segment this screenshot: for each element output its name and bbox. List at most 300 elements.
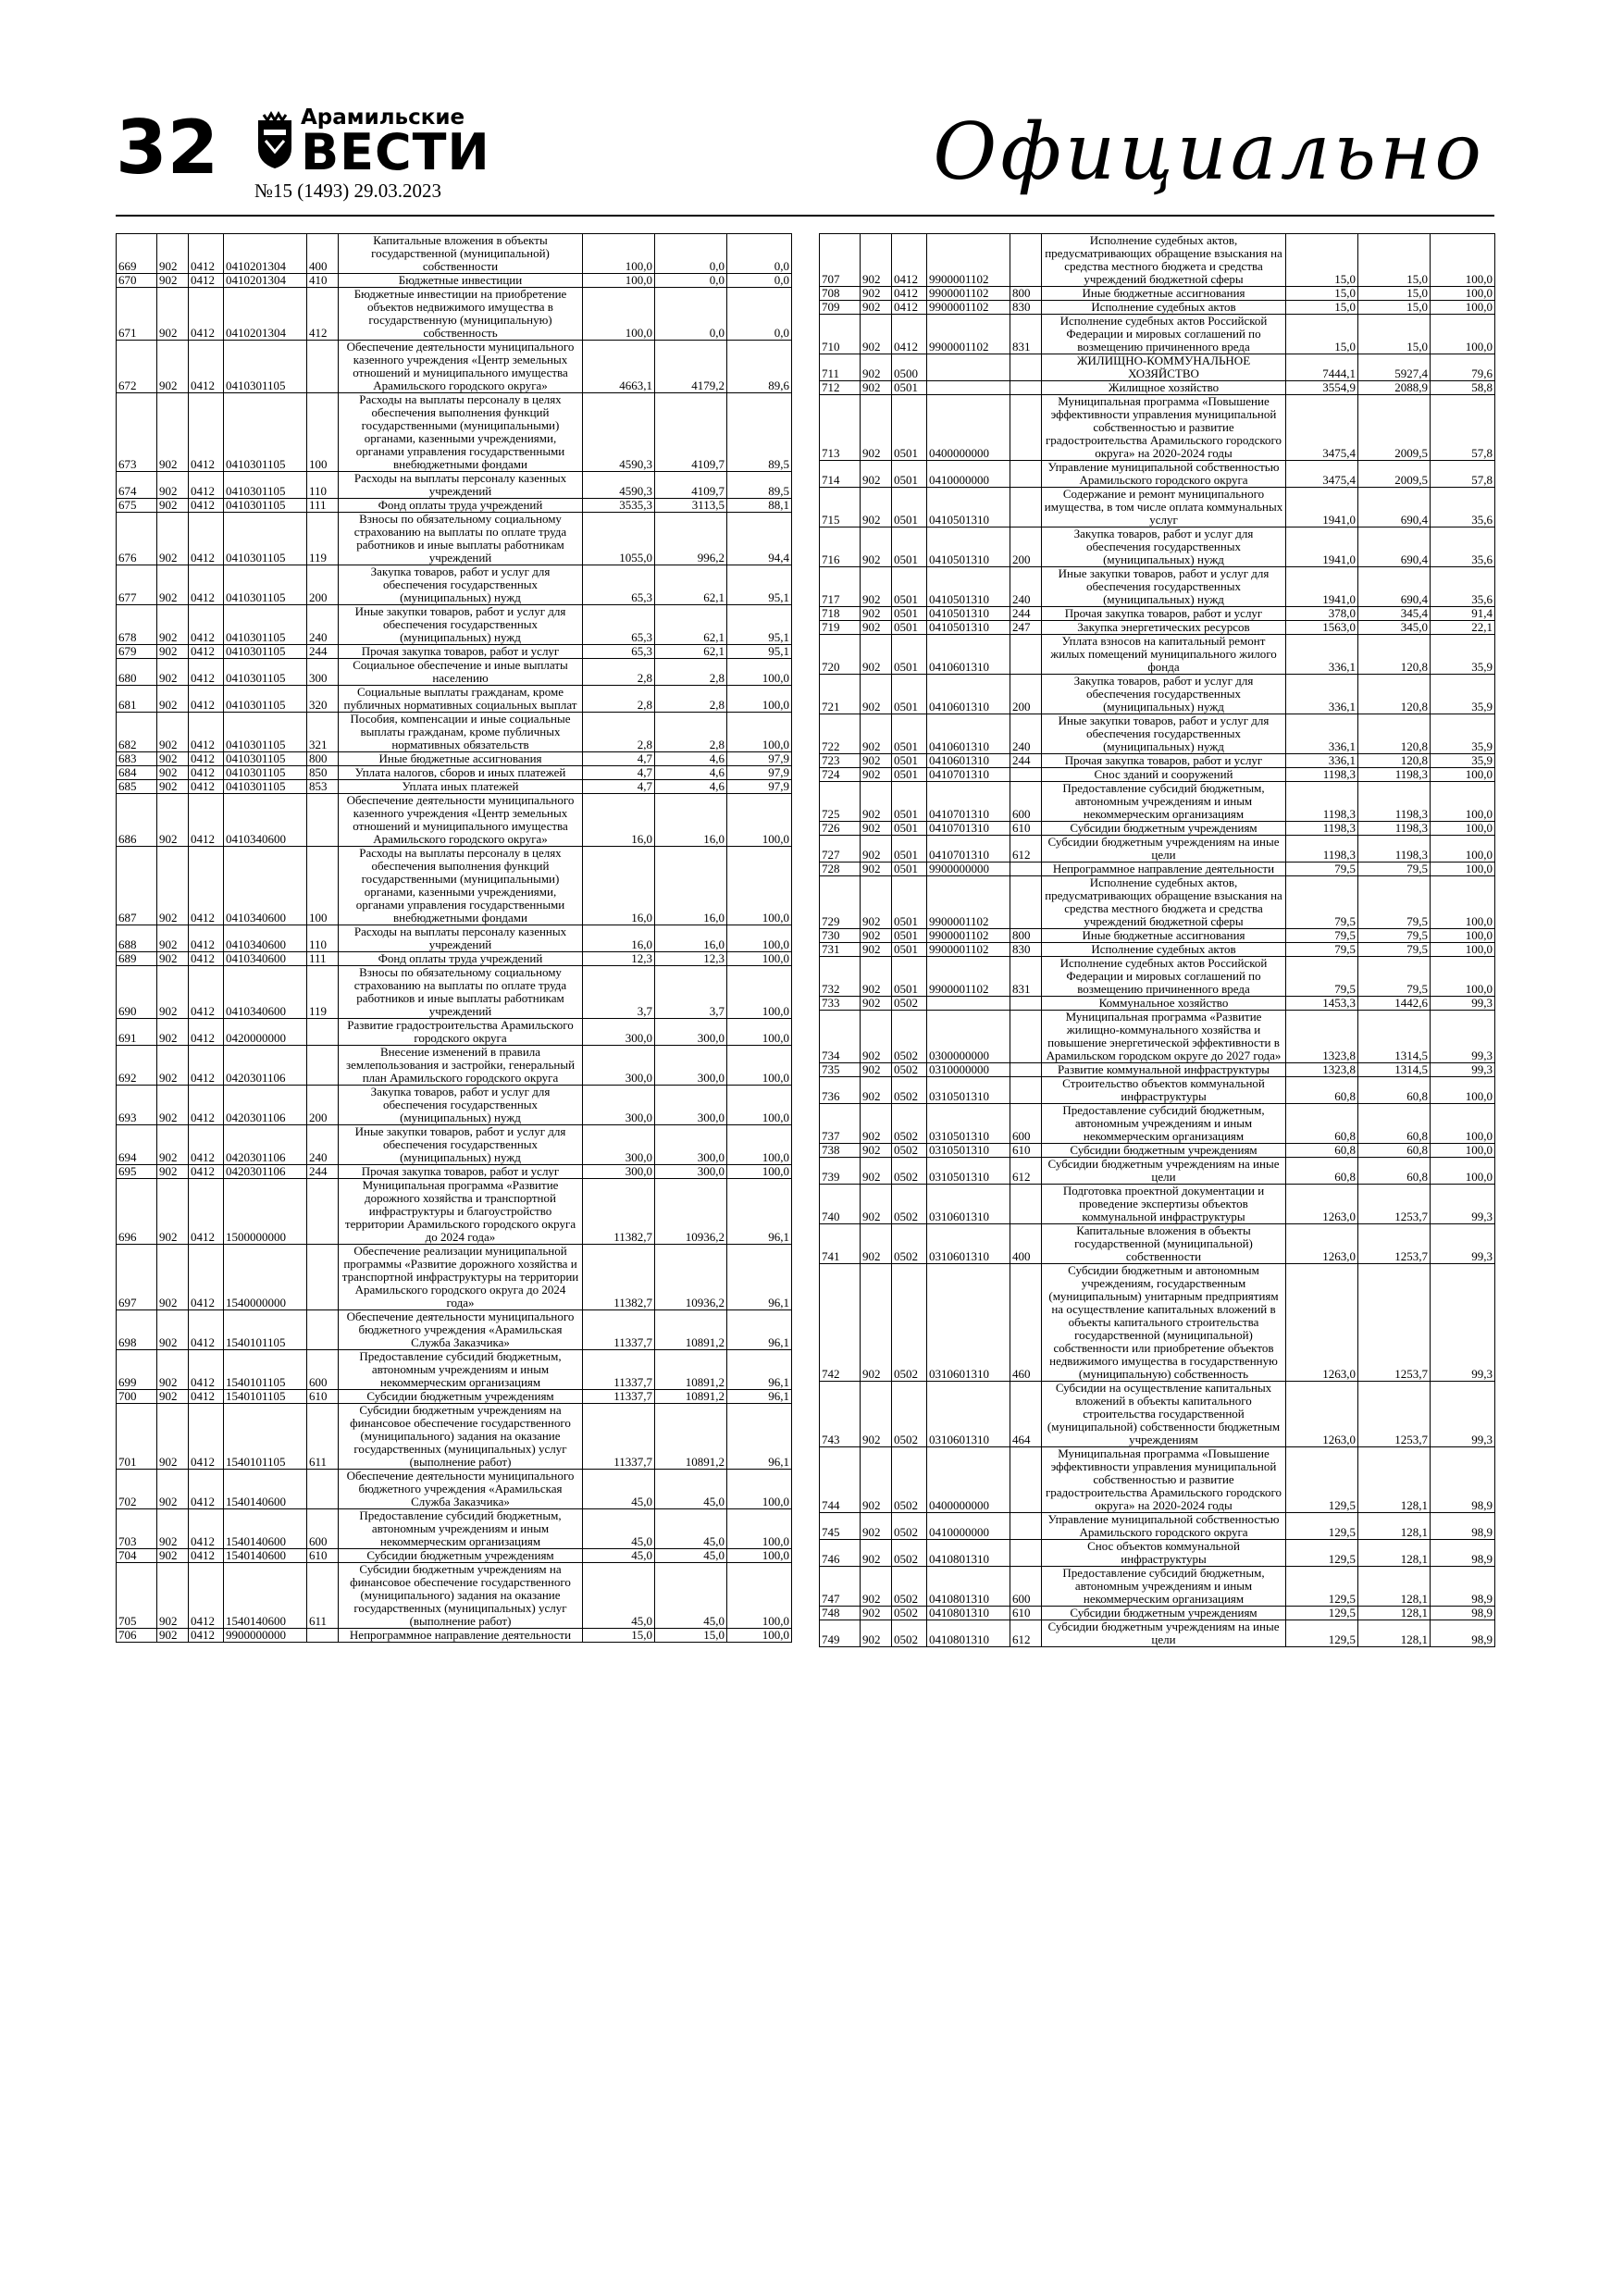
- execution-percent: 100,0: [1431, 1144, 1495, 1158]
- grbs-code: 902: [157, 686, 189, 713]
- executed-amount: 60,8: [1358, 1144, 1431, 1158]
- section-code: 0502: [892, 1077, 927, 1104]
- grbs-code: 902: [861, 675, 892, 714]
- execution-percent: 0,0: [727, 288, 792, 341]
- table-row: [117, 925, 792, 952]
- execution-percent: 79,6: [1431, 354, 1495, 381]
- target-code: 9900000000: [224, 1629, 307, 1643]
- expense-type-code: [1010, 354, 1042, 381]
- planned-amount: 11337,7: [583, 1310, 655, 1350]
- planned-amount: 4590,3: [583, 393, 655, 472]
- row-number: 713: [820, 395, 861, 461]
- section-code: 0502: [892, 1567, 927, 1607]
- item-name: Развитие коммунальной инфраструктуры: [1042, 1063, 1286, 1077]
- execution-percent: 95,1: [727, 565, 792, 605]
- executed-amount: 15,0: [1358, 301, 1431, 315]
- planned-amount: 45,0: [583, 1509, 655, 1549]
- item-name: Иные закупки товаров, работ и услуг для обеспечения государственных (муниципальных) нужд: [1042, 714, 1286, 754]
- item-name: Взносы по обязательному социальному страхованию на выплаты по оплате труда работников и иные выплаты работникам учреждений: [339, 966, 583, 1019]
- section-code: 0412: [189, 847, 224, 925]
- planned-amount: 100,0: [583, 234, 655, 274]
- planned-amount: 129,5: [1286, 1620, 1358, 1647]
- executed-amount: 128,1: [1358, 1567, 1431, 1607]
- execution-percent: 100,0: [727, 952, 792, 966]
- execution-percent: 99,3: [1431, 1264, 1495, 1382]
- logo-title: ВЕСТИ: [301, 123, 490, 181]
- item-name: Расходы на выплаты персоналу в целях обеспечения выполнения функций государственными (муниципальными) органами, казенными учреждениями, органами управления государственными внебюджетными фондами: [339, 393, 583, 472]
- planned-amount: 1055,0: [583, 513, 655, 565]
- grbs-code: 902: [861, 1447, 892, 1513]
- table-row: [117, 847, 792, 925]
- table-row: [117, 645, 792, 659]
- execution-percent: 58,8: [1431, 381, 1495, 395]
- execution-percent: 100,0: [727, 847, 792, 925]
- expense-type-code: 600: [307, 1509, 339, 1549]
- planned-amount: 4,7: [583, 766, 655, 780]
- target-code: 0410801310: [927, 1620, 1010, 1647]
- planned-amount: 11337,7: [583, 1404, 655, 1470]
- executed-amount: 62,1: [655, 565, 727, 605]
- target-code: 0310601310: [927, 1185, 1010, 1224]
- item-name: Субсидии бюджетным учреждениям: [339, 1549, 583, 1563]
- expense-type-code: 200: [1010, 675, 1042, 714]
- execution-percent: 99,3: [1431, 1063, 1495, 1077]
- section-code: 0500: [892, 354, 927, 381]
- expense-type-code: [307, 341, 339, 393]
- planned-amount: 300,0: [583, 1125, 655, 1165]
- execution-percent: 96,1: [727, 1310, 792, 1350]
- table-row: [117, 1310, 792, 1350]
- planned-amount: 4,7: [583, 752, 655, 766]
- row-number: 689: [117, 952, 157, 966]
- target-code: 0410201304: [224, 288, 307, 341]
- executed-amount: 2009,5: [1358, 395, 1431, 461]
- execution-percent: 91,4: [1431, 607, 1495, 621]
- planned-amount: 60,8: [1286, 1104, 1358, 1144]
- target-code: 0420301106: [224, 1125, 307, 1165]
- grbs-code: 902: [861, 943, 892, 957]
- expense-type-code: 610: [1010, 1144, 1042, 1158]
- executed-amount: 16,0: [655, 925, 727, 952]
- table-row: [117, 1245, 792, 1310]
- table-row: [820, 754, 1495, 768]
- expense-type-code: [307, 1310, 339, 1350]
- section-code: 0501: [892, 876, 927, 929]
- grbs-code: 902: [157, 1629, 189, 1643]
- coat-of-arms-icon: [254, 111, 295, 170]
- grbs-code: 902: [861, 461, 892, 488]
- executed-amount: 2,8: [655, 713, 727, 752]
- row-number: 698: [117, 1310, 157, 1350]
- logo-subtitle: Арамильские: [301, 105, 465, 130]
- planned-amount: 79,5: [1286, 943, 1358, 957]
- execution-percent: 100,0: [1431, 822, 1495, 836]
- planned-amount: 3475,4: [1286, 461, 1358, 488]
- row-number: 726: [820, 822, 861, 836]
- section-code: 0412: [189, 499, 224, 513]
- row-number: 682: [117, 713, 157, 752]
- execution-percent: 99,3: [1431, 997, 1495, 1011]
- item-name: Подготовка проектной документации и проведение экспертизы объектов коммунальной инфраструктуры: [1042, 1185, 1286, 1224]
- executed-amount: 60,8: [1358, 1077, 1431, 1104]
- table-row: [117, 288, 792, 341]
- executed-amount: 4179,2: [655, 341, 727, 393]
- row-number: 719: [820, 621, 861, 635]
- row-number: 716: [820, 527, 861, 567]
- row-number: 693: [117, 1086, 157, 1125]
- row-number: 692: [117, 1046, 157, 1086]
- section-code: 0412: [189, 966, 224, 1019]
- table-row: [820, 876, 1495, 929]
- row-number: 674: [117, 472, 157, 499]
- table-row: [820, 1104, 1495, 1144]
- item-name: Субсидии бюджетным учреждениям на финансовое обеспечение государственного (муниципального) задания на оказание государственных (муниципальных) услуг (выполнение работ): [339, 1563, 583, 1629]
- expense-type-code: 612: [1010, 836, 1042, 863]
- grbs-code: 902: [157, 341, 189, 393]
- table-row: [820, 488, 1495, 527]
- table-row: [820, 381, 1495, 395]
- row-number: 746: [820, 1540, 861, 1567]
- row-number: 715: [820, 488, 861, 527]
- section-code: 0501: [892, 488, 927, 527]
- target-code: 0420301106: [224, 1165, 307, 1179]
- expense-type-code: 412: [307, 288, 339, 341]
- grbs-code: 902: [861, 234, 892, 287]
- target-code: 0410301105: [224, 472, 307, 499]
- target-code: 0410340600: [224, 847, 307, 925]
- section-code: 0412: [892, 315, 927, 354]
- item-name: Предоставление субсидий бюджетным, автономным учреждениям и иным некоммерческим организациям: [339, 1509, 583, 1549]
- grbs-code: 902: [157, 1179, 189, 1245]
- executed-amount: 120,8: [1358, 714, 1431, 754]
- target-code: 1540101105: [224, 1350, 307, 1390]
- planned-amount: 16,0: [583, 794, 655, 847]
- execution-percent: 100,0: [1431, 301, 1495, 315]
- section-code: 0412: [189, 1019, 224, 1046]
- planned-amount: 79,5: [1286, 929, 1358, 943]
- execution-percent: 57,8: [1431, 461, 1495, 488]
- row-number: 729: [820, 876, 861, 929]
- section-code: 0501: [892, 527, 927, 567]
- executed-amount: 16,0: [655, 794, 727, 847]
- target-code: 0410501310: [927, 607, 1010, 621]
- item-name: Пособия, компенсации и иные социальные выплаты гражданам, кроме публичных нормативных обязательств: [339, 713, 583, 752]
- planned-amount: 100,0: [583, 274, 655, 288]
- section-code: 0412: [189, 1350, 224, 1390]
- item-name: Прочая закупка товаров, работ и услуг: [1042, 754, 1286, 768]
- row-number: 676: [117, 513, 157, 565]
- execution-percent: 97,9: [727, 752, 792, 766]
- row-number: 709: [820, 301, 861, 315]
- table-row: [117, 1470, 792, 1509]
- section-code: 0412: [892, 287, 927, 301]
- item-name: Внесение изменений в правила землепользования и застройки, генеральный план Арамильского городского округа: [339, 1046, 583, 1086]
- executed-amount: 62,1: [655, 605, 727, 645]
- execution-percent: 35,9: [1431, 675, 1495, 714]
- item-name: Фонд оплаты труда учреждений: [339, 952, 583, 966]
- executed-amount: 1253,7: [1358, 1185, 1431, 1224]
- item-name: Субсидии бюджетным учреждениям на финансовое обеспечение государственного (муниципального) задания на оказание государственных (муниципальных) услуг (выполнение работ): [339, 1404, 583, 1470]
- executed-amount: 1198,3: [1358, 768, 1431, 782]
- section-code: 0412: [189, 393, 224, 472]
- item-name: Капитальные вложения в объекты государственной (муниципальной) собственности: [339, 234, 583, 274]
- grbs-code: 902: [861, 1620, 892, 1647]
- table-row: [117, 952, 792, 966]
- section-code: 0501: [892, 768, 927, 782]
- table-row: [820, 929, 1495, 943]
- section-code: 0502: [892, 1224, 927, 1264]
- planned-amount: 300,0: [583, 1046, 655, 1086]
- executed-amount: 4109,7: [655, 472, 727, 499]
- execution-percent: 100,0: [1431, 836, 1495, 863]
- target-code: 0410340600: [224, 925, 307, 952]
- item-name: Коммунальное хозяйство: [1042, 997, 1286, 1011]
- row-number: 725: [820, 782, 861, 822]
- expense-type-code: 600: [307, 1350, 339, 1390]
- planned-amount: 60,8: [1286, 1144, 1358, 1158]
- expense-type-code: 800: [1010, 929, 1042, 943]
- planned-amount: 1941,0: [1286, 527, 1358, 567]
- item-name: Исполнение судебных актов Российской Федерации и мировых соглашений по возмещению причиненного вреда: [1042, 315, 1286, 354]
- planned-amount: 1263,0: [1286, 1264, 1358, 1382]
- planned-amount: 2,8: [583, 659, 655, 686]
- item-name: Снос объектов коммунальной инфраструктуры: [1042, 1540, 1286, 1567]
- planned-amount: 11382,7: [583, 1179, 655, 1245]
- execution-percent: 96,1: [727, 1245, 792, 1310]
- item-name: Субсидии бюджетным учреждениям на иные цели: [1042, 836, 1286, 863]
- item-name: Предоставление субсидий бюджетным, автономным учреждениям и иным некоммерческим организациям: [339, 1350, 583, 1390]
- executed-amount: 120,8: [1358, 675, 1431, 714]
- execution-percent: 100,0: [727, 794, 792, 847]
- section-code: 0502: [892, 1447, 927, 1513]
- planned-amount: 129,5: [1286, 1607, 1358, 1620]
- section-code: 0501: [892, 863, 927, 876]
- item-name: Закупка товаров, работ и услуг для обеспечения государственных (муниципальных) нужд: [1042, 527, 1286, 567]
- grbs-code: 902: [157, 1019, 189, 1046]
- item-name: Непрограммное направление деятельности: [1042, 863, 1286, 876]
- grbs-code: 902: [861, 768, 892, 782]
- item-name: Иные закупки товаров, работ и услуг для обеспечения государственных (муниципальных) нужд: [339, 1125, 583, 1165]
- row-number: 686: [117, 794, 157, 847]
- planned-amount: 11337,7: [583, 1390, 655, 1404]
- target-code: 0410601310: [927, 635, 1010, 675]
- execution-percent: 89,6: [727, 341, 792, 393]
- row-number: 744: [820, 1447, 861, 1513]
- executed-amount: 300,0: [655, 1165, 727, 1179]
- row-number: 721: [820, 675, 861, 714]
- planned-amount: 15,0: [1286, 301, 1358, 315]
- item-name: Муниципальная программа «Развитие жилищно-коммунального хозяйства и повышение энергетической эффективности в Арамильском городском округе до 2027 года»: [1042, 1011, 1286, 1063]
- item-name: Расходы на выплаты персоналу в целях обеспечения выполнения функций государственными (муниципальными) органами, казенными учреждениями, органами управления государственными внебюджетными фондами: [339, 847, 583, 925]
- row-number: 696: [117, 1179, 157, 1245]
- target-code: 0410501310: [927, 567, 1010, 607]
- grbs-code: 902: [157, 1245, 189, 1310]
- item-name: Предоставление субсидий бюджетным, автономным учреждениям и иным некоммерческим организациям: [1042, 1104, 1286, 1144]
- expense-type-code: 460: [1010, 1264, 1042, 1382]
- row-number: 732: [820, 957, 861, 997]
- item-name: Фонд оплаты труда учреждений: [339, 499, 583, 513]
- grbs-code: 902: [157, 659, 189, 686]
- grbs-code: 902: [157, 472, 189, 499]
- execution-percent: 100,0: [1431, 287, 1495, 301]
- target-code: 9900001102: [927, 957, 1010, 997]
- item-name: Муниципальная программа «Повышение эффективности управления муниципальной собственностью и развитие градостроительства Арамильского городского округа» на 2020-2024 годы: [1042, 1447, 1286, 1513]
- item-name: Управление муниципальной собственностью Арамильского городского округа: [1042, 461, 1286, 488]
- target-code: 0300000000: [927, 1011, 1010, 1063]
- target-code: 0310601310: [927, 1264, 1010, 1382]
- target-code: [927, 997, 1010, 1011]
- expense-type-code: 610: [1010, 822, 1042, 836]
- row-number: 739: [820, 1158, 861, 1185]
- section-code: 0412: [189, 794, 224, 847]
- table-row: [117, 1629, 792, 1643]
- item-name: Развитие градостроительства Арамильского городского округа: [339, 1019, 583, 1046]
- execution-percent: 89,5: [727, 393, 792, 472]
- expense-type-code: 111: [307, 952, 339, 966]
- grbs-code: 902: [157, 1470, 189, 1509]
- planned-amount: 129,5: [1286, 1540, 1358, 1567]
- executed-amount: 79,5: [1358, 863, 1431, 876]
- item-name: Исполнение судебных актов, предусматривающих обращение взыскания на средства местного бюджета и средства учреждений бюджетной сферы: [1042, 234, 1286, 287]
- grbs-code: 902: [861, 929, 892, 943]
- execution-percent: 96,1: [727, 1179, 792, 1245]
- planned-amount: 16,0: [583, 847, 655, 925]
- expense-type-code: 800: [1010, 287, 1042, 301]
- table-row: [117, 1086, 792, 1125]
- planned-amount: 336,1: [1286, 754, 1358, 768]
- planned-amount: 4,7: [583, 780, 655, 794]
- item-name: Уплата налогов, сборов и иных платежей: [339, 766, 583, 780]
- planned-amount: 1263,0: [1286, 1185, 1358, 1224]
- target-code: 1540000000: [224, 1245, 307, 1310]
- expense-type-code: [1010, 635, 1042, 675]
- row-number: 735: [820, 1063, 861, 1077]
- execution-percent: 98,9: [1431, 1620, 1495, 1647]
- row-number: 740: [820, 1185, 861, 1224]
- target-code: 0410501310: [927, 527, 1010, 567]
- grbs-code: 902: [861, 567, 892, 607]
- item-name: Обеспечение деятельности муниципального казенного учреждения «Центр земельных отношений и муниципального имущества Арамильского городского округа»: [339, 794, 583, 847]
- executed-amount: 45,0: [655, 1549, 727, 1563]
- execution-percent: 97,9: [727, 780, 792, 794]
- row-number: 722: [820, 714, 861, 754]
- grbs-code: 902: [157, 1046, 189, 1086]
- table-row: [820, 1144, 1495, 1158]
- executed-amount: 0,0: [655, 288, 727, 341]
- section-code: 0501: [892, 621, 927, 635]
- row-number: 679: [117, 645, 157, 659]
- section-code: 0502: [892, 1185, 927, 1224]
- item-name: Расходы на выплаты персоналу казенных учреждений: [339, 925, 583, 952]
- grbs-code: 902: [157, 952, 189, 966]
- item-name: Субсидии бюджетным учреждениям: [1042, 1144, 1286, 1158]
- section-code: 0412: [189, 1404, 224, 1470]
- table-row: [820, 1607, 1495, 1620]
- section-code: 0502: [892, 1063, 927, 1077]
- section-code: 0412: [189, 1165, 224, 1179]
- grbs-code: 902: [861, 287, 892, 301]
- executed-amount: 0,0: [655, 274, 727, 288]
- execution-percent: 100,0: [727, 966, 792, 1019]
- execution-percent: 100,0: [1431, 929, 1495, 943]
- table-row: [820, 957, 1495, 997]
- executed-amount: 128,1: [1358, 1513, 1431, 1540]
- expense-type-code: 612: [1010, 1158, 1042, 1185]
- grbs-code: 902: [861, 1063, 892, 1077]
- planned-amount: 2,8: [583, 713, 655, 752]
- section-code: 0412: [189, 605, 224, 645]
- expense-type-code: 244: [1010, 607, 1042, 621]
- target-code: 1540101105: [224, 1390, 307, 1404]
- table-row: [820, 1447, 1495, 1513]
- expense-type-code: 831: [1010, 957, 1042, 997]
- planned-amount: 79,5: [1286, 863, 1358, 876]
- section-code: 0412: [189, 1125, 224, 1165]
- grbs-code: 902: [861, 1158, 892, 1185]
- grbs-code: 902: [861, 1382, 892, 1447]
- item-name: Бюджетные инвестиции на приобретение объектов недвижимого имущества в государственную (муниципальную) собственность: [339, 288, 583, 341]
- executed-amount: 300,0: [655, 1046, 727, 1086]
- item-name: Субсидии бюджетным учреждениям: [1042, 1607, 1286, 1620]
- section-code: 0412: [189, 925, 224, 952]
- table-row: [820, 1185, 1495, 1224]
- expense-type-code: [1010, 863, 1042, 876]
- target-code: 1500000000: [224, 1179, 307, 1245]
- grbs-code: 902: [861, 836, 892, 863]
- execution-percent: 100,0: [1431, 234, 1495, 287]
- grbs-code: 902: [157, 847, 189, 925]
- section-code: 0412: [892, 234, 927, 287]
- grbs-code: 902: [157, 1509, 189, 1549]
- executed-amount: 4,6: [655, 752, 727, 766]
- planned-amount: 336,1: [1286, 675, 1358, 714]
- planned-amount: 79,5: [1286, 876, 1358, 929]
- execution-percent: 100,0: [727, 925, 792, 952]
- row-number: 707: [820, 234, 861, 287]
- section-code: 0501: [892, 943, 927, 957]
- executed-amount: 345,0: [1358, 621, 1431, 635]
- section-code: 0501: [892, 754, 927, 768]
- executed-amount: 10891,2: [655, 1404, 727, 1470]
- budget-table-right: [819, 233, 1495, 1647]
- item-name: Обеспечение деятельности муниципального казенного учреждения «Центр земельных отношений и муниципального имущества Арамильского городского округа»: [339, 341, 583, 393]
- grbs-code: 902: [157, 1563, 189, 1629]
- item-name: Прочая закупка товаров, работ и услуг: [339, 1165, 583, 1179]
- table-row: [117, 472, 792, 499]
- executed-amount: 16,0: [655, 847, 727, 925]
- row-number: 669: [117, 234, 157, 274]
- table-row: [117, 686, 792, 713]
- table-row: [117, 794, 792, 847]
- grbs-code: 902: [861, 1224, 892, 1264]
- target-code: [927, 354, 1010, 381]
- executed-amount: 79,5: [1358, 943, 1431, 957]
- grbs-code: 902: [861, 714, 892, 754]
- section-code: 0502: [892, 1158, 927, 1185]
- expense-type-code: 110: [307, 925, 339, 952]
- planned-amount: 11337,7: [583, 1350, 655, 1390]
- item-name: Жилищное хозяйство: [1042, 381, 1286, 395]
- execution-percent: 96,1: [727, 1404, 792, 1470]
- executed-amount: 120,8: [1358, 754, 1431, 768]
- planned-amount: 129,5: [1286, 1447, 1358, 1513]
- section-code: 0502: [892, 997, 927, 1011]
- item-name: Субсидии на осуществление капитальных вложений в объекты капитального строительства государственной (муниципальной) собственности бюджетным учреждениям: [1042, 1382, 1286, 1447]
- section-code: 0412: [189, 274, 224, 288]
- expense-type-code: 610: [307, 1390, 339, 1404]
- grbs-code: 902: [157, 1086, 189, 1125]
- executed-amount: 2,8: [655, 686, 727, 713]
